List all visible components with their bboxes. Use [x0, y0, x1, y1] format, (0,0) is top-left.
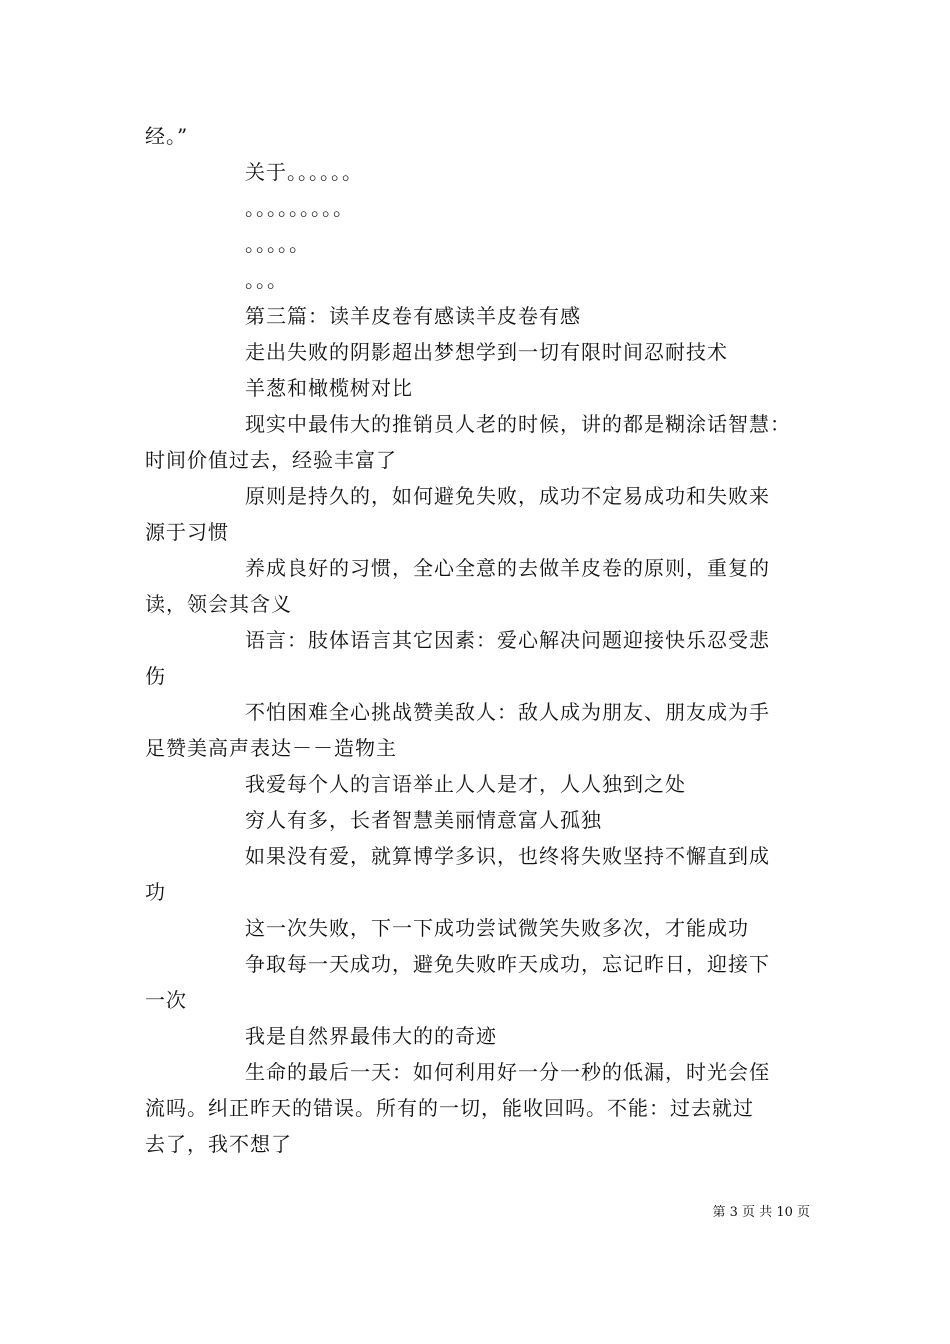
- text-line: 功: [145, 880, 166, 904]
- page-number: 第 3 页 共 10 页: [712, 1205, 810, 1220]
- text-line: 。。。。。: [245, 232, 310, 256]
- text-line: 现实中最伟大的推销员人老的时候，讲的都是糊涂话智慧：: [245, 412, 791, 436]
- text-line: 如果没有爱，就算博学多识，也终将失败坚持不懈直到成: [245, 844, 770, 868]
- text-line: 一次: [145, 988, 187, 1012]
- text-line: 流吗。纠正昨天的错误。所有的一切，能收回吗。不能：过去就过: [145, 1096, 754, 1120]
- text-line: 源于习惯: [145, 520, 229, 544]
- text-line: 原则是持久的，如何避免失败，成功不定易成功和失败来: [245, 484, 770, 508]
- text-line: 争取每一天成功，避免失败昨天成功，忘记昨日，迎接下: [245, 952, 770, 976]
- text-line: 。。。。。。。。。: [245, 196, 354, 220]
- text-line: 语言：肢体语言其它因素：爱心解决问题迎接快乐忍受悲: [245, 628, 770, 652]
- text-line: 。。。: [245, 268, 288, 292]
- text-line: 我爱每个人的言语举止人人是才，人人独到之处: [245, 772, 686, 796]
- text-line: 走出失败的阴影超出梦想学到一切有限时间忍耐技术: [245, 340, 728, 364]
- text-line: 养成良好的习惯，全心全意的去做羊皮卷的原则，重复的: [245, 556, 770, 580]
- text-line: 羊葱和橄榄树对比: [245, 376, 413, 400]
- text-line: 去了，我不想了: [145, 1132, 292, 1156]
- document-body: [145, 118, 815, 1162]
- text-line: 第三篇：读羊皮卷有感读羊皮卷有感: [245, 304, 581, 328]
- text-line: 读，领会其含义: [145, 592, 292, 616]
- text-line: 时间价值过去，经验丰富了: [145, 448, 397, 472]
- text-line: 伤: [145, 664, 166, 688]
- text-line: 这一次失败，下一下成功尝试微笑失败多次，才能成功: [245, 916, 749, 940]
- text-line: 我是自然界最伟大的的奇迹: [245, 1024, 497, 1048]
- text-line: 生命的最后一天：如何利用好一分一秒的低漏，时光会侄: [245, 1060, 770, 1084]
- text-line: 足赞美高声表达－－造物主: [145, 736, 397, 760]
- text-line: 不怕困难全心挑战赞美敌人：敌人成为朋友、朋友成为手: [245, 700, 770, 724]
- text-line: 关于。。。。。。: [245, 160, 363, 184]
- text-line: 穷人有多，长者智慧美丽情意富人孤独: [245, 808, 602, 832]
- text-line: 经。”: [145, 124, 189, 148]
